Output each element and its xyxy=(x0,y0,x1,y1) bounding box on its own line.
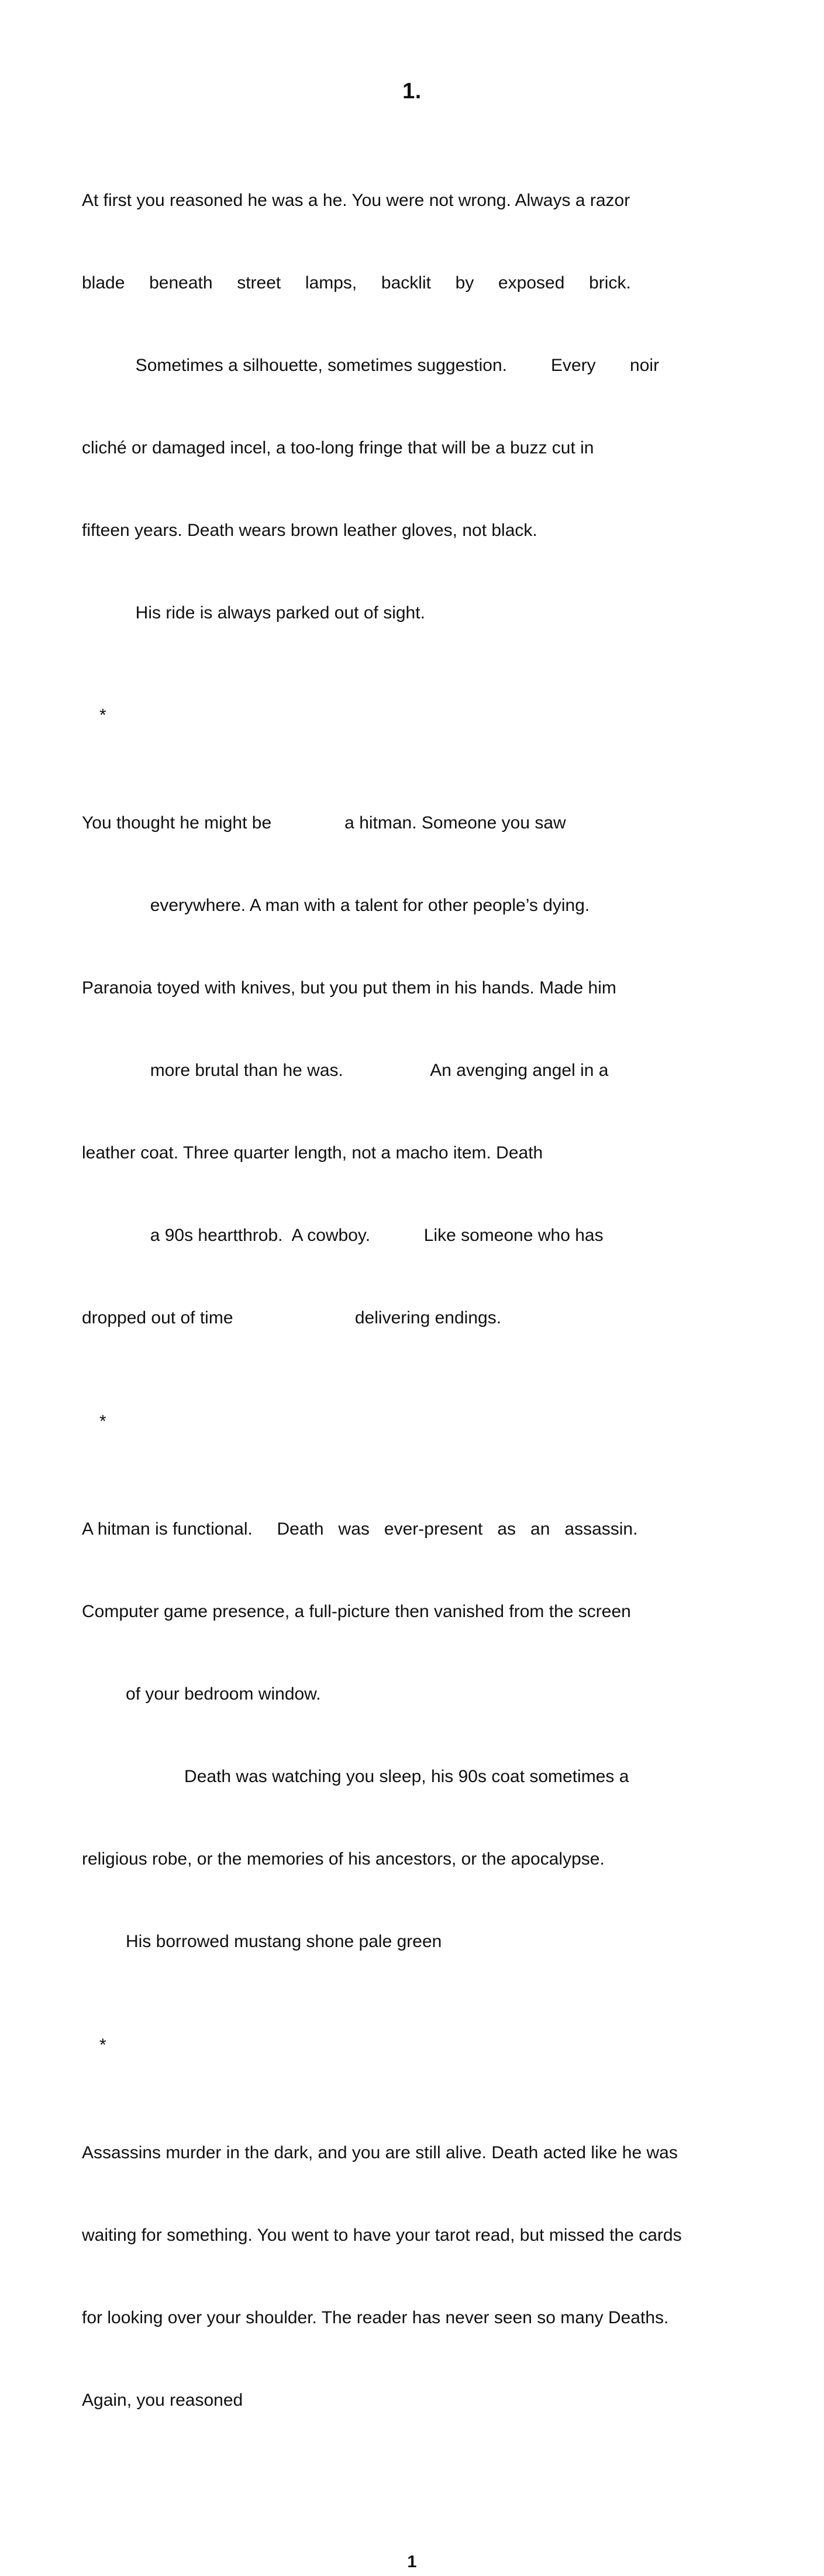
poem-line: for looking over your shoulder. The reader has never seen so many Deaths. xyxy=(82,2308,669,2327)
poem-line: dropped out of time delivering endings. xyxy=(82,1308,502,1327)
page-number: 1 xyxy=(407,2553,417,2571)
poem-line: Death was watching you sleep, his 90s coat sometimes a xyxy=(82,1767,629,1786)
poem-line: of your bedroom window. xyxy=(82,1684,321,1704)
section-heading: 1. xyxy=(402,79,422,104)
stanza-divider: * xyxy=(99,706,106,725)
stanza-4 xyxy=(82,2084,742,2469)
stanza-3 xyxy=(82,1460,742,2010)
poem-line: His ride is always parked out of sight. xyxy=(82,603,425,622)
poem-line: leather coat. Three quarter length, not a macho item. Death xyxy=(82,1143,543,1163)
poem-line: blade beneath street lamps, backlit by exposed brick. xyxy=(82,273,631,293)
stanza-divider: * xyxy=(99,2035,106,2055)
poem-line: Paranoia toyed with knives, but you put them in his hands. Made him xyxy=(82,978,616,998)
poem-line: more brutal than he was. An avenging angel in a xyxy=(82,1061,609,1080)
stanza-2 xyxy=(82,754,742,1387)
poem-line: His borrowed mustang shone pale green xyxy=(82,1932,442,1951)
poem-line: You thought he might be a hitman. Someone you saw xyxy=(82,813,566,833)
poem-line: Computer game presence, a full-picture then vanished from the screen xyxy=(82,1602,631,1621)
stanza-divider: * xyxy=(99,1412,106,1431)
poem-line: religious robe, or the memories of his ancestors, or the apocalypse. xyxy=(82,1849,605,1869)
stanza-1 xyxy=(82,132,742,682)
poem-line: fifteen years. Death wears brown leather gloves, not black. xyxy=(82,521,537,540)
poem-line: a 90s heartthrob. A cowboy. Like someone who has xyxy=(82,1226,604,1245)
poem-line: everywhere. A man with a talent for other people’s dying. xyxy=(82,896,590,915)
poem-line: Sometimes a silhouette, sometimes suggestion. Every noir xyxy=(82,356,660,375)
poem-line: At first you reasoned he was a he. You were not wrong. Always a razor xyxy=(82,191,630,210)
poem-line: A hitman is functional. Death was ever-present as an assassin. xyxy=(82,1519,638,1539)
poem-line: waiting for something. You went to have your tarot read, but missed the cards xyxy=(82,2226,682,2245)
poem-line: cliché or damaged incel, a too-long fringe that will be a buzz cut in xyxy=(82,438,594,458)
poem-line: Again, you reasoned xyxy=(82,2391,243,2410)
poem-line: Assassins murder in the dark, and you are still alive. Death acted like he was xyxy=(82,2143,678,2162)
